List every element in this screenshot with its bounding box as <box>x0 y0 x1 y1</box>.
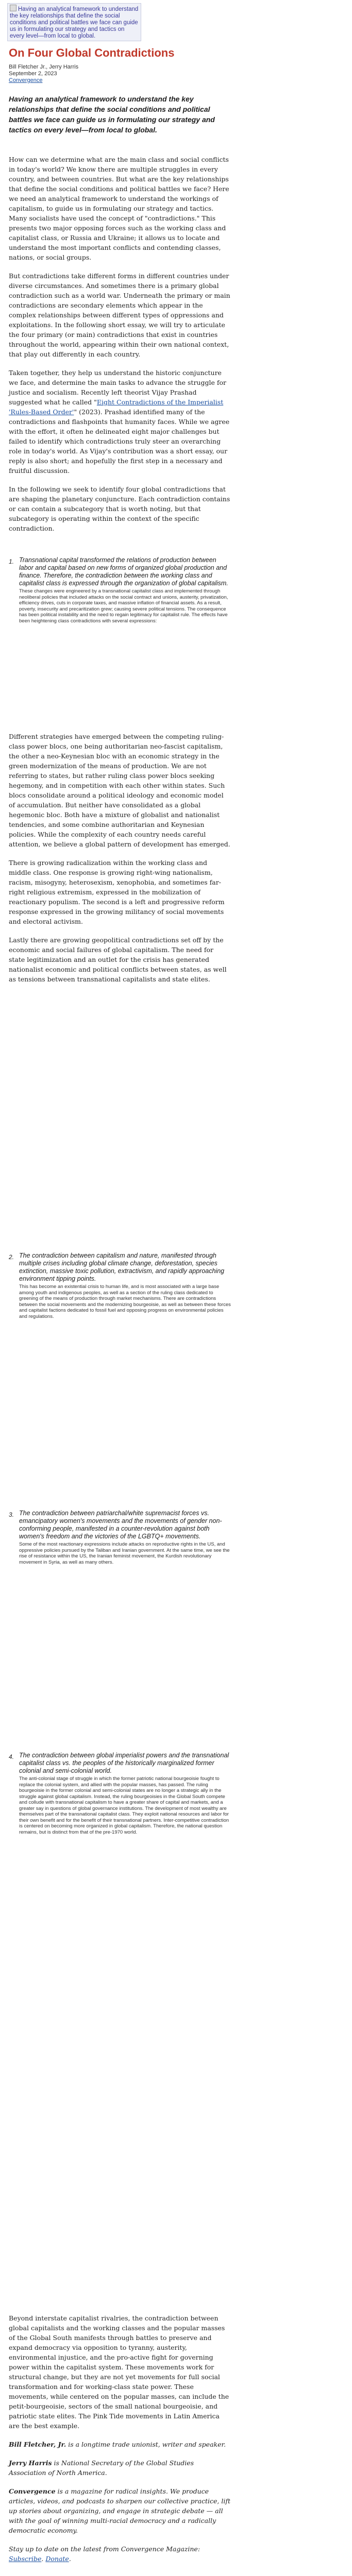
source-link[interactable]: Convergence <box>9 77 43 83</box>
list-number: 2. <box>9 1253 14 1261</box>
contradiction-heading: The contradiction between global imperialist powers and the transnational capitalist class vs. the peoples of the historically marginalized former colonial and semi-colonial world. <box>19 1752 229 1774</box>
subscribe-link[interactable]: Subscribe <box>9 2555 42 2563</box>
article-title[interactable]: On Four Global Contradictions <box>9 46 175 59</box>
contradiction-1 <box>9 556 231 624</box>
contradiction-4 <box>9 1752 231 1835</box>
contradiction-detail: The anti-colonial stage of struggle in which the former patriotic national bourgeoisie fought to replace the colonial system, and allied with the popular masses, has passed. The ruling bourgeoisie in the former colonial and semi-colonial states are no longer a strategic ally in the struggle against global capitalism. Instead, the ruling bourgeoisies in the Global South compete and collude with transnational capitalism to have a greater share of capital and markets, and a greater say in questions of global governance institutions. The development of most wealthy are themselves part of the transnational capitalist class. They exploit national resources and labor for their own benefit and for the benefit of their transnational partners. Inter-competitive contradiction is centered on becoming more organized in global capitalism. Therefore, the national question remains, but is distinct from that of the pre-1970 world. <box>19 1776 229 1835</box>
contradiction-heading: The contradiction between capitalism and nature, manifested through multiple crises including global climate change, deforestation, species extinction, massive toxic pollution, extractivism, and rapidly approaching environment tipping points. <box>19 1252 225 1282</box>
hero-image-alt <box>7 3 141 41</box>
list-number: 3. <box>9 1511 14 1518</box>
paragraph: In the following we seek to identify four global contradictions that are shaping the planetary conjuncture. Each contradiction contains or can contain a subcategory that is worth noting, but that subcategory is operating within the context of the specific contradiction. <box>9 485 230 532</box>
article-date: September 2, 2023 <box>9 71 57 77</box>
contradiction-1-expressions <box>9 732 231 993</box>
list-number: 1. <box>9 558 14 565</box>
paragraph: Different strategies have emerged between the competing ruling-class power blocs, one being authoritarian neo-fascist capitalism, the other a neo-Keynesian bloc with an economic strategy in the green modernization of the means of production. We are not referring to states, but rather ruling class power blocs seeking hegemony, and in competition with each other within states. Such blocs consolidate around a political ideology and economic model of accumulation. But neither have consolidated as a global hegemonic bloc. Both have a mixture of globalist and nationalist tendencies, and some combine authoritarian and Keynesian policies. While the complexity of each country needs careful attention, we believe a global pattern of development has emerged. <box>9 733 230 848</box>
paragraph: Beyond interstate capitalist rivalries, the contradiction between global capitalists and the working classes and the popular masses of the Global South manifests through battles to preserve and expand democracy via opposition to tyranny, austerity, environmental injustice, and the pro-active fight for governing power within the capitalist system. These movements work for structural change, but they are not yet movements for full social transformation and for working-class state power. These movements, while centered on the popular masses, can include the petit-bourgeoisie, sectors of the small national bourgeoisie, and patriotic state elites. The Pink Tide movements in Latin America are the best example. <box>9 2314 229 2430</box>
contradiction-2 <box>9 1252 231 1319</box>
contradiction-heading: Transnational capital transformed the relations of production between labor and capital based on new forms of organized global production and finance. Therefore, the contradiction between the working class and capitalist class is expressed through the organization of global capitalism. <box>19 556 228 587</box>
article-lede: Having an analytical framework to understand the key relationships that define the social conditions and political battles we face can guide us in formulating our strategy and tactics on every level—from local to global. <box>9 95 215 134</box>
contradiction-heading: The contradiction between patriarchal/white supremacist forces vs. emancipatory women's movements and the movements of gender non-conforming people, manifested in a counter-revolution against both women's freedom and the victories of the LGBTQ+ movements. <box>19 1510 222 1540</box>
article-meta <box>9 64 78 84</box>
donate-link[interactable]: Donate <box>45 2555 69 2563</box>
paragraph: Lastly there are growing geopolitical contradictions set off by the economic and social failures of global capitalism. The need for state legitimization and an outlet for the crisis has generated nationalist economic and political conflicts between states, as well as tensions between transnational capitalists and state elites. <box>9 936 227 983</box>
closing-section <box>9 2313 231 2572</box>
paragraph: How can we determine what are the main class and social conflicts in today's world? We know there are multiple struggles in every country, and between countries. But what are the key relationships that define the social conditions and political battles we face? Here we need an analytical framework to understand the workings of capitalism, to guide us in formulating our strategy and tactics. Many socialists have used the concept of "contradictions." This presents two major opposing forces such as the working class and capitalist class, or Russia and Ukraine; it allows us to locate and understand the most important conflicts and contending classes, nations, or social groups. <box>9 156 229 261</box>
stay-updated: Stay up to date on the latest from Convergence Magazine: Subscribe. Donate. <box>9 2545 200 2563</box>
list-number: 4. <box>9 1753 14 1760</box>
contradiction-3 <box>9 1510 231 1565</box>
hero-alt-text: Having an analytical framework to understand the key relationships that define the social conditions and political battles we face can guide us in formulating our strategy and tactics on every level—from local to global. <box>10 6 139 39</box>
article-authors: Bill Fletcher Jr., Jerry Harris <box>9 64 79 70</box>
paragraph: There is growing radicalization within the working class and middle class. One response is growing right-wing nationalism, racism, misogyny, heterosexism, xenophobia, and sometimes far-right religious extremism, expressed in the mobilization of reactionary populism. The second is a left and progressive reform response expressed in the growing militancy of social movements and electoral activism. <box>9 859 225 925</box>
article-body <box>9 155 231 542</box>
prashad-article-link[interactable]: Eight Contradictions of the Imperialist 'Rules-Based Order' <box>9 398 224 416</box>
paragraph: But contradictions take different forms in different countries under diverse circumstances. And sometimes there is a primary global contradiction such as a world war. Underneath the primary or main contradictions are secondary elements which appear in the complex relationships between different types of oppressions and exploitations. In the following short essay, we will try to articulate the four primary (or main) contradictions that exist in countries throughout the world, appearing within their own national context, that play out differently in each country. <box>9 272 230 358</box>
paragraph: Taken together, they help us understand the historic conjuncture we face, and determine the main tasks to advance the struggle for justice and socialism. Recently left theorist Vijay Prashad suggested what he called "Eight Contradictions of the Imperialist 'Rules-Based Order'" (2023). Prashad identified many of the contradictions and flashpoints that humanity faces. While we agree with the effort, it often he delineated eight major challenges but failed to identify which contradictions truly steer an overarching role in today's world. As Vijay's contribution was a short essay, our reply is also short; and hopefully the first step in a necessary and fruitful discussion. <box>9 369 230 474</box>
author-bio-harris: Jerry Harris is National Secretary of the Global Studies Association of North America. <box>9 2459 194 2477</box>
author-bio-fletcher: Bill Fletcher, Jr. is a longtime trade unionist, writer and speaker. <box>9 2441 226 2448</box>
convergence-blurb: Convergence is a magazine for radical insights. We produce articles, videos, and podcasts to sharpen our collective practice, lift up stories about organizing, and engage in strategic debate — all with the goal of winning multi-racial democracy and a radically democratic economy. <box>9 2487 231 2534</box>
contradiction-detail: Some of the most reactionary expressions include attacks on reproductive rights in the US, and oppressive policies pursued by the Taliban and Iranian government. At the same time, we see the rise of resistance within the US, the Iranian feminist movement, the Kurdish revolutionary movement in Syria, as well as many others. <box>19 1541 230 1565</box>
contradiction-detail: This has become an existential crisis to human life, and is most associated with a large base among youth and indigenous peoples, as well as a section of the ruling class dedicated to greening of the means of production through market mechanisms. There are contradictions between the social movements and the modernizing bourgeoisie, as well as between these forces and capitalist factions dedicated to fossil fuel and opposing progress on environmental policies and regulations. <box>19 1284 231 1319</box>
broken-image-icon <box>10 5 16 11</box>
contradiction-detail: These changes were engineered by a transnational capitalist class and implemented through neoliberal policies that included attacks on the social contract and unions, austerity, privatization, efficiency drives, cuts in corporate taxes, and massive inflation of financial assets. As a result, poverty, insecurity and precaritization grew; causing severe political tensions. The consequence has been political instability and the need to regain legitimacy for capitalist rule. The effects have been heightening class contradictions with several expressions: <box>19 588 228 624</box>
